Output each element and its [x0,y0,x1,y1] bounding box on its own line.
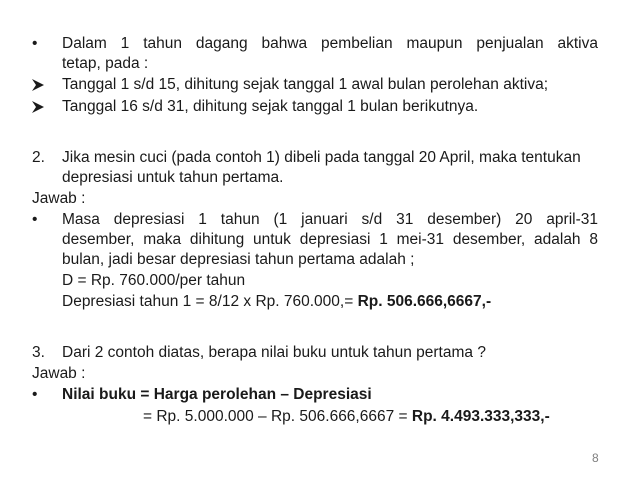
section2-number: 2. [32,149,45,166]
arrow-item-2: Tanggal 16 s/d 31, dihitung sejak tanggal 1 bulan berikutnya. [62,98,479,115]
bullet-marker: • [32,386,38,403]
section3-calc-prefix: = Rp. 5.000.000 – Rp. 506.666,6667 = [143,408,412,425]
section3-calc-line [143,407,550,427]
section3-answer-label: Jawab : [32,365,86,382]
section2-calc-prefix: Depresiasi tahun 1 = 8/12 x Rp. 760.000,= [62,293,358,310]
section2-d-line: D = Rp. 760.000/per tahun [62,272,246,289]
page-number: 8 [592,451,599,465]
bullet-marker: • [32,211,38,228]
section2-calc-line [62,292,491,312]
section2-bullet-line1: Masa depresiasi 1 tahun (1 januari s/d 31 desember) 20 april-31 [62,211,598,228]
section2-question-line2: depresiasi untuk tahun pertama. [62,169,284,186]
section3-number: 3. [32,344,45,361]
section2-answer-label: Jawab : [32,190,86,207]
section1-bullet-line1: Dalam 1 tahun dagang bahwa pembelian maupun penjualan aktiva [62,35,598,52]
section3-question: Dari 2 contoh diatas, berapa nilai buku untuk tahun pertama ? [62,344,486,361]
section2-bullet-line3: bulan, jadi besar depresiasi tahun pertama adalah ; [62,251,415,268]
section2-bullet-line2: desember, maka dihitung untuk depresiasi 1 mei-31 desember, adalah 8 [62,231,598,248]
section2-calc-result: Rp. 506.666,6667,- [357,293,492,310]
arrow-bullet-icon [31,78,45,92]
section2-question-line1: Jika mesin cuci (pada contoh 1) dibeli pada tanggal 20 April, maka tentukan [62,149,581,166]
arrow-bullet-icon [31,100,45,114]
arrow-item-1: Tanggal 1 s/d 15, dihitung sejak tanggal 1 awal bulan perolehan aktiva; [62,76,549,93]
section3-calc-result: Rp. 4.493.333,333,- [411,408,550,425]
section1-bullet-line2: tetap, pada : [62,55,149,72]
bullet-marker: • [32,35,38,52]
section3-formula: Nilai buku = Harga perolehan – Depresiasi [62,386,372,403]
